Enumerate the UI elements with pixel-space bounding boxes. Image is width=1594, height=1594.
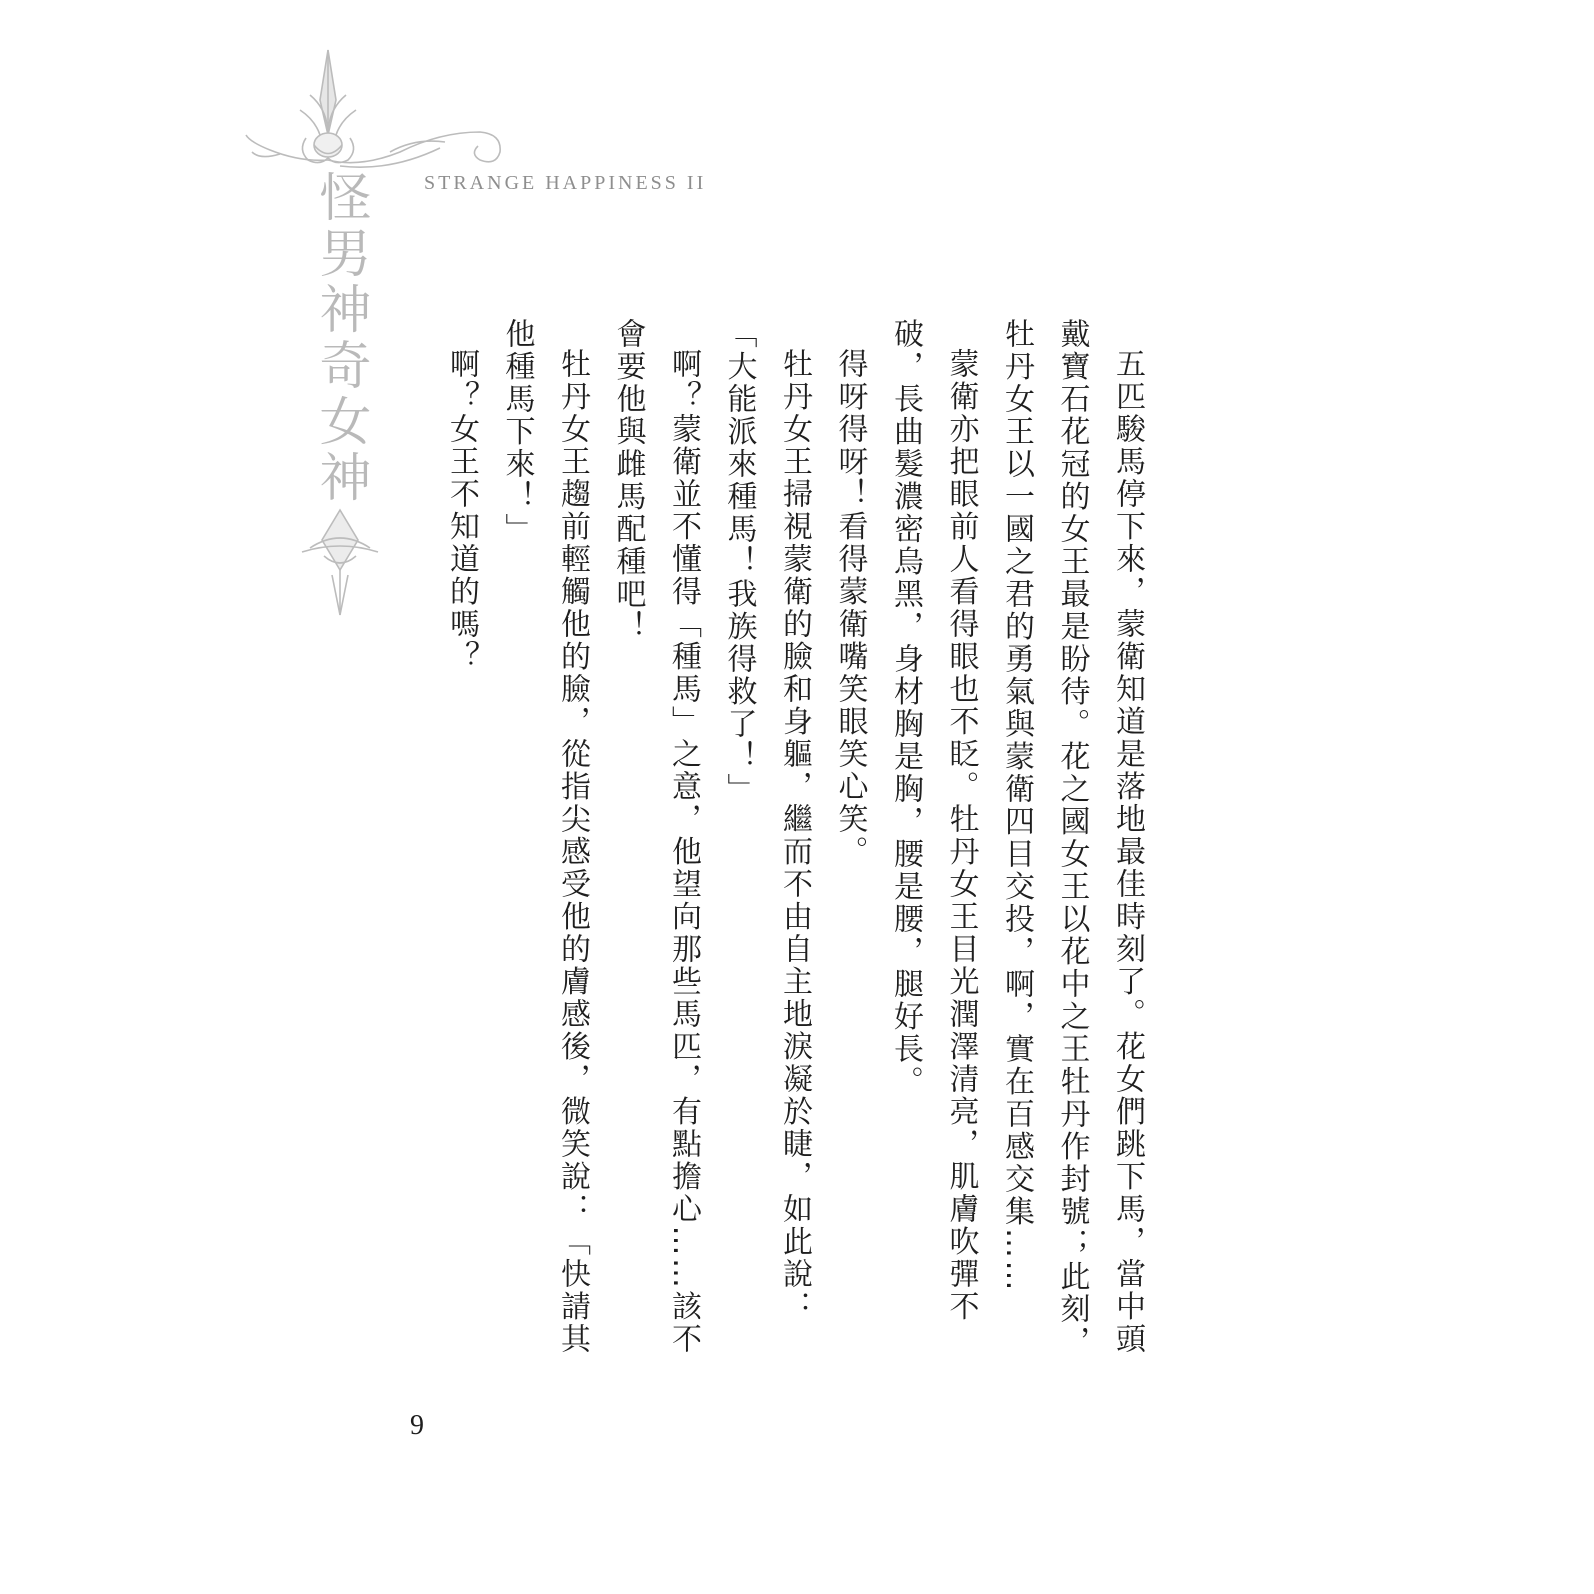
paragraph: 得呀得呀！看得蒙衛嘴笑眼笑心笑。 bbox=[832, 348, 868, 868]
series-title-english: STRANGE HAPPINESS II bbox=[424, 172, 707, 194]
paragraph: 牡丹女王掃視蒙衛的臉和身軀，繼而不由自主地淚凝於睫，如此說：「大能派來種馬！我族得救了！」 bbox=[721, 318, 812, 1323]
body-text-vertical bbox=[410, 318, 1155, 1378]
paragraph: 啊？女王不知道的嗎？ bbox=[444, 348, 479, 673]
paragraph: 啊？蒙衛並不懂得「種馬」之意，他望向那些馬匹，有點擔心……該不會要他與雌馬配種吧！ bbox=[610, 318, 701, 1356]
paragraph: 五匹駿馬停下來，蒙衛知道是落地最佳時刻了。花女們跳下馬，當中頭戴寶石花冠的女王最是盼待。花之國女王以花中之王牡丹作封號；此刻，牡丹女王以一國之君的勇氣與蒙衛四目交投，啊，實在百感交集…… bbox=[999, 318, 1145, 1358]
paragraph: 牡丹女王趨前輕觸他的臉，從指尖感受他的膚感後，微笑說：「快請其他種馬下來！」 bbox=[499, 318, 590, 1356]
paragraph: 蒙衛亦把眼前人看得眼也不眨。牡丹女王目光潤澤清亮，肌膚吹彈不破，長曲髮濃密烏黑，身材胸是胸，腰是腰，腿好長。 bbox=[888, 318, 979, 1323]
series-title-vertical: 怪男神奇女神 bbox=[310, 170, 370, 506]
page-number: 9 bbox=[410, 1410, 424, 1441]
